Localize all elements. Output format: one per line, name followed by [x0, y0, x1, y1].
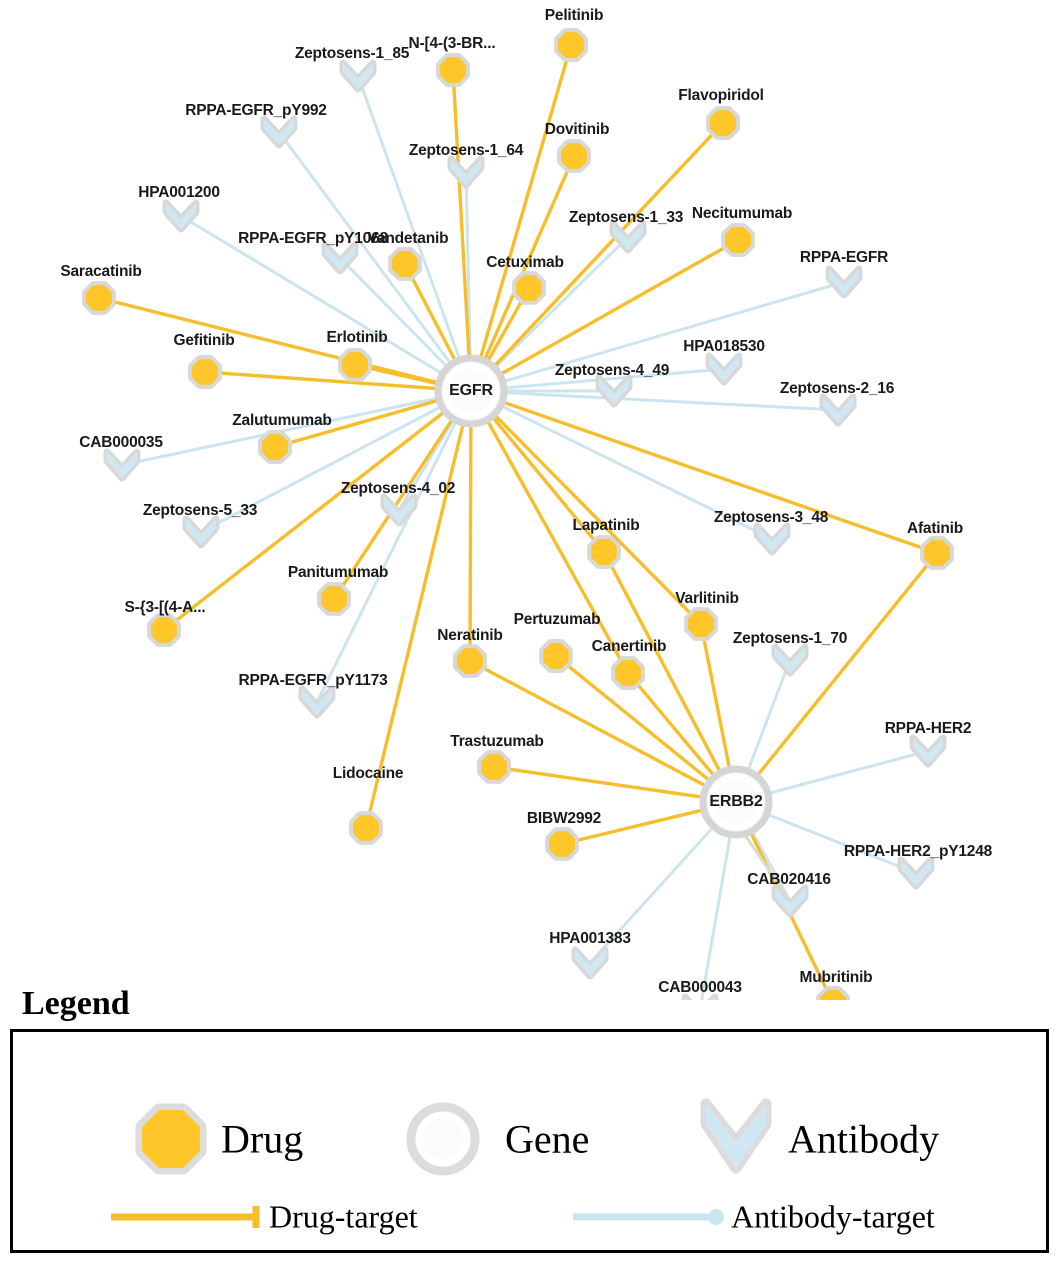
- antibody-label: Zeptosens-3_48: [713, 509, 829, 526]
- legend-drug-icon: [142, 1110, 200, 1168]
- antibody-node[interactable]: [302, 689, 332, 715]
- drug-label: Mubritinib: [799, 969, 873, 986]
- legend-antibody-edge: [573, 1209, 724, 1225]
- drug-node[interactable]: [321, 586, 347, 612]
- drug-label: Flavopiridol: [678, 87, 764, 104]
- drug-label: Panitumumab: [287, 564, 389, 581]
- antibody-label: CAB000035: [79, 434, 163, 451]
- antibody-label: Zeptosens-2_16: [779, 380, 895, 397]
- legend-box: [10, 1029, 1049, 1253]
- antibody-label: Zeptosens-1_64: [408, 142, 524, 159]
- drug-label: Pelitinib: [544, 7, 604, 24]
- antibody-node[interactable]: [264, 119, 294, 145]
- edge: [494, 767, 699, 797]
- antibody-node[interactable]: [775, 888, 805, 914]
- legend-label-gene: Gene: [505, 1116, 590, 1162]
- antibody-label: Zeptosens-4_02: [340, 480, 456, 497]
- edge: [745, 835, 790, 901]
- antibody-node[interactable]: [901, 860, 931, 886]
- drug-label: Pertuzumab: [513, 611, 601, 628]
- drug-node[interactable]: [688, 611, 714, 637]
- antibody-node[interactable]: [343, 63, 373, 89]
- antibody-label: Zeptosens-4_49: [554, 362, 670, 379]
- antibody-node[interactable]: [107, 452, 137, 478]
- drug-label: Zalutumumab: [232, 412, 332, 429]
- drug-label: BIBW2992: [526, 810, 602, 827]
- drug-label: Neratinib: [437, 627, 503, 644]
- drug-node[interactable]: [543, 643, 569, 669]
- edge: [772, 751, 928, 793]
- drug-label: S-{3-[(4-A...: [124, 599, 206, 616]
- antibody-node[interactable]: [709, 356, 739, 382]
- antibody-label: RPPA-EGFR: [799, 249, 889, 266]
- drug-label: Trastuzumab: [450, 733, 544, 750]
- edge: [749, 660, 790, 767]
- drug-label: Necitumumab: [691, 205, 793, 222]
- antibody-node[interactable]: [823, 397, 853, 423]
- antibody-node[interactable]: [829, 269, 859, 295]
- antibody-label: Zeptosens-1_70: [732, 630, 848, 647]
- drug-node[interactable]: [353, 815, 379, 841]
- drug-node[interactable]: [262, 434, 288, 460]
- drug-label: Canertinib: [591, 638, 667, 655]
- drug-label: Varlitinib: [675, 590, 739, 607]
- drug-node[interactable]: [86, 285, 112, 311]
- drug-node[interactable]: [457, 648, 483, 674]
- antibody-node[interactable]: [775, 647, 805, 673]
- antibody-label: Zeptosens-5_33: [142, 502, 258, 519]
- legend-drug-edge: [111, 1206, 256, 1228]
- legend-title: Legend: [22, 985, 130, 1022]
- drug-label: Cetuximab: [486, 254, 564, 271]
- drug-node[interactable]: [924, 540, 950, 566]
- edge: [700, 838, 730, 1000]
- antibody-node[interactable]: [166, 203, 196, 229]
- drug-node[interactable]: [440, 57, 466, 83]
- drug-label: N-[4-(3-BR...: [408, 35, 496, 52]
- drug-node[interactable]: [481, 754, 507, 780]
- legend-label-drug: Drug: [221, 1116, 304, 1162]
- drug-label: Erlotinib: [326, 329, 388, 346]
- edge: [358, 76, 459, 356]
- antibody-label: RPPA-EGFR_pY1068: [238, 230, 388, 247]
- drug-node[interactable]: [549, 831, 575, 857]
- edge: [506, 403, 937, 553]
- drug-node[interactable]: [591, 539, 617, 565]
- antibody-node[interactable]: [451, 159, 481, 185]
- drug-node[interactable]: [558, 32, 584, 58]
- legend: [0, 985, 1059, 1253]
- antibody-label: Zeptosens-1_33: [568, 209, 684, 226]
- drug-node[interactable]: [342, 352, 368, 378]
- drug-node[interactable]: [392, 251, 418, 277]
- drug-label: Afatinib: [906, 520, 964, 537]
- drug-node[interactable]: [192, 359, 218, 385]
- antibody-label: RPPA-HER2_pY1248: [843, 843, 993, 860]
- antibody-label: CAB000043: [658, 979, 742, 996]
- antibody-node[interactable]: [757, 526, 787, 552]
- drug-label: Lapatinib: [572, 517, 640, 534]
- edge: [481, 45, 571, 355]
- antibody-node[interactable]: [575, 950, 605, 976]
- antibody-label: RPPA-HER2: [884, 720, 972, 737]
- legend-label-drug-target: Drug-target: [269, 1198, 418, 1235]
- drug-node[interactable]: [615, 660, 641, 686]
- drug-label: Saracatinib: [60, 263, 142, 280]
- legend-gene-icon: [411, 1107, 475, 1171]
- drug-node[interactable]: [561, 143, 587, 169]
- drug-node[interactable]: [710, 110, 736, 136]
- legend-label-antibody-target: Antibody-target: [731, 1198, 935, 1235]
- drug-label: Dovitinib: [544, 121, 610, 138]
- drug-node[interactable]: [516, 275, 542, 301]
- gene-label: ERBB2: [709, 793, 763, 810]
- legend-antibody-icon: [706, 1104, 766, 1168]
- antibody-label: Zeptosens-1_85: [294, 45, 410, 62]
- drug-label: Gefitinib: [173, 332, 235, 349]
- drug-label: Lidocaine: [332, 765, 404, 782]
- antibody-label: RPPA-EGFR_pY992: [185, 102, 327, 119]
- antibody-label: HPA001383: [549, 930, 631, 947]
- antibody-label: CAB020416: [747, 871, 831, 888]
- antibody-label: HPA001200: [138, 184, 220, 201]
- antibody-node[interactable]: [913, 738, 943, 764]
- drug-node[interactable]: [151, 617, 177, 643]
- antibody-label: HPA018530: [683, 338, 765, 355]
- antibody-node[interactable]: [186, 519, 216, 545]
- gene-label: EGFR: [449, 382, 493, 399]
- drug-node[interactable]: [725, 227, 751, 253]
- antibody-label: RPPA-EGFR_pY1173: [238, 672, 388, 689]
- legend-label-antibody: Antibody: [788, 1116, 940, 1162]
- drug-label: Vandetanib: [367, 230, 449, 247]
